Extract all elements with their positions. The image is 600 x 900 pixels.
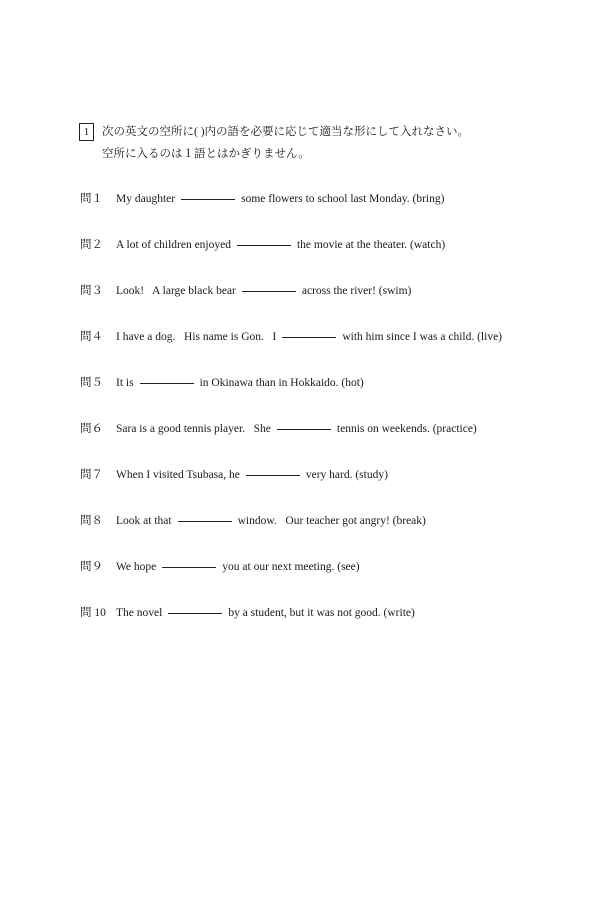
answer-blank[interactable] (277, 429, 331, 430)
question-after: across the river! (swim) (301, 285, 412, 297)
question-label: 問１ (80, 193, 103, 205)
question-after: some flowers to school last Monday. (bring) (241, 193, 445, 205)
question-row-4 (80, 328, 580, 374)
answer-blank[interactable] (282, 337, 336, 338)
question-after: tennis on weekends. (practice) (336, 423, 477, 435)
question-text (116, 331, 580, 343)
question-label: 問２ (80, 239, 103, 251)
question-row-8 (80, 512, 580, 558)
question-before: My daughter (116, 193, 176, 205)
question-text (116, 239, 580, 251)
question-before: The novel (116, 607, 163, 619)
question-after: window. Our teacher got angry! (break) (237, 515, 426, 527)
question-text (116, 193, 580, 205)
question-label: 問３ (80, 285, 103, 297)
question-text (116, 423, 580, 435)
question-label: 問５ (80, 377, 103, 389)
question-text (116, 607, 580, 619)
instruction-line-2: 空所に入るのは１語とはかぎりません。 (102, 148, 310, 160)
question-before: It is (116, 377, 134, 389)
question-row-6 (80, 420, 580, 466)
question-label: 問 10 (80, 607, 106, 619)
question-number-box: 1 (79, 123, 94, 141)
answer-blank[interactable] (178, 521, 232, 522)
question-before: We hope (116, 561, 157, 573)
question-label: 問９ (80, 561, 103, 573)
question-row-5 (80, 374, 580, 420)
question-text (116, 515, 580, 527)
question-row-2 (80, 236, 580, 282)
answer-blank[interactable] (237, 245, 291, 246)
question-label: 問７ (80, 469, 103, 481)
answer-blank[interactable] (162, 567, 216, 568)
question-text (116, 469, 580, 481)
question-row-3 (80, 282, 580, 328)
question-after: you at our next meeting. (see) (222, 561, 360, 573)
question-before: Sara is a good tennis player. She (116, 423, 271, 435)
answer-blank[interactable] (181, 199, 235, 200)
question-text (116, 377, 580, 389)
question-before: Look! A large black bear (116, 285, 236, 297)
question-row-1 (80, 190, 580, 236)
question-before: Look at that (116, 515, 172, 527)
question-row-7 (80, 466, 580, 512)
question-label: 問８ (80, 515, 103, 527)
question-before: When I visited Tsubasa, he (116, 469, 240, 481)
question-row-9 (80, 558, 580, 604)
question-after: in Okinawa than in Hokkaido. (hot) (199, 377, 364, 389)
question-before: A lot of children enjoyed (116, 239, 231, 251)
question-list (80, 190, 580, 650)
question-text (116, 285, 580, 297)
question-before: I have a dog. His name is Gon. I (116, 331, 277, 343)
question-after: very hard. (study) (305, 469, 388, 481)
question-label: 問４ (80, 331, 103, 343)
answer-blank[interactable] (246, 475, 300, 476)
question-after: the movie at the theater. (watch) (296, 239, 446, 251)
answer-blank[interactable] (168, 613, 222, 614)
question-text (116, 561, 580, 573)
question-after: with him since I was a child. (live) (342, 331, 503, 343)
question-after: by a student, but it was not good. (write) (228, 607, 415, 619)
instructions (79, 121, 559, 165)
question-label: 問６ (80, 423, 103, 435)
instruction-line-1 (79, 121, 559, 143)
instruction-text-1: 次の英文の空所に( )内の語を必要に応じて適当な形にして入れなさい。 (102, 126, 470, 138)
answer-blank[interactable] (140, 383, 194, 384)
answer-blank[interactable] (242, 291, 296, 292)
question-row-10 (80, 604, 580, 650)
